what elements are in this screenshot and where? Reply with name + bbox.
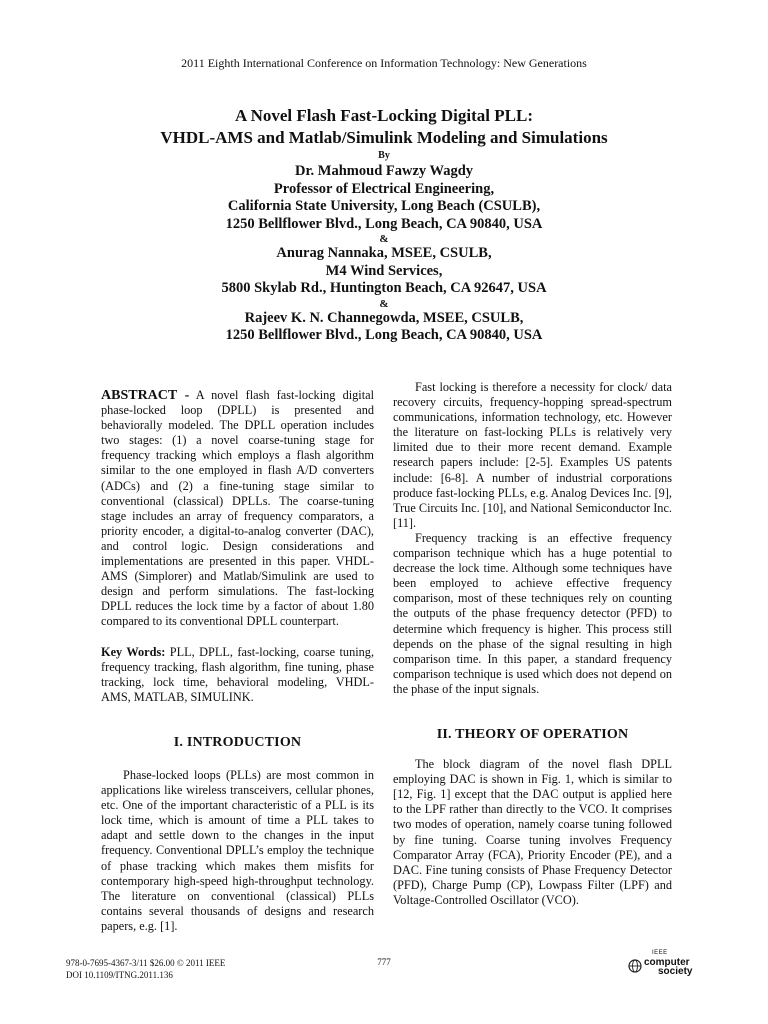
introduction-paragraph: Phase-locked loops (PLLs) are most common in applications like wireless transceivers, cellular phones, etc. One of the important characteristic of a PLL is its lock time, which is amount of time a PLL takes to adapt and settle down to the changes in the input frequency. Conventional DPLL’s employ the technique of phase tracking which makes them misfits for contemporary high-speed high-throughput technology. The literature on conventional (classical) PLLs contains several thousands of designs and research papers, e.g. [1].	[101, 767, 374, 933]
keywords-paragraph	[101, 645, 374, 705]
abstract-heading: ABSTRACT -	[101, 388, 190, 403]
footer-doi: DOI 10.1109/ITNG.2011.136	[66, 970, 173, 980]
author-1-title: Professor of Electrical Engineering,	[273, 180, 495, 197]
author-1-address: 1250 Bellflower Blvd., Long Beach, CA 90840, USA	[225, 215, 543, 232]
section-heading-theory: II. THEORY OF OPERATION	[436, 726, 629, 742]
author-separator-1: &	[379, 233, 389, 245]
keywords-text: PLL, DPLL, fast-locking, coarse tuning, frequency tracking, flash algorithm, fine tuning, phase tracking, lock time, behavioral modeling, VHDL-AMS, MATLAB, SIMULINK.	[101, 644, 375, 704]
conference-name: 2011 Eighth International Conference on Information Technology: New Generations	[181, 56, 587, 70]
logo-society-text: society	[658, 966, 693, 977]
logo-computer-text: computer	[644, 957, 690, 968]
author-separator-2: &	[379, 297, 389, 310]
section-heading-introduction: I. INTRODUCTION	[173, 734, 302, 750]
abstract-paragraph	[101, 388, 374, 630]
title-block	[0, 105, 768, 345]
left-column	[101, 388, 374, 934]
keywords-heading: Key Words:	[101, 644, 166, 659]
paper-title-line-1: A Novel Flash Fast-Locking Digital PLL:	[235, 106, 533, 125]
by-label: By	[378, 150, 390, 161]
right-paragraph-2: Frequency tracking is an effective frequency comparison technique which has a huge potential to decrease the lock time. Although some techniques have been employed to achieve effective frequency comparison, most of these techniques rely on counting the outputs of the phase frequency detector (PFD) to determine which frequency is higher. This process still depends on the phase of the signal resulting in high comparison time. In this paper, a standard frequency comparison technique is used which does not depend on the phase of the input signals.	[393, 530, 672, 696]
globe-icon	[628, 959, 642, 973]
ieee-computer-society-logo	[628, 950, 700, 978]
author-3-name: Rajeev K. N. Channegowda, MSEE, CSULB,	[244, 309, 524, 326]
paper-title-line-2: VHDL-AMS and Matlab/Simulink Modeling and Simulations	[160, 128, 608, 147]
page-number: 777	[377, 957, 391, 967]
right-column	[393, 380, 672, 908]
footer-isbn: 978-0-7695-4367-3/11 $26.00 © 2011 IEEE	[66, 958, 226, 968]
author-2-address: 5800 Skylab Rd., Huntington Beach, CA 92647, USA	[221, 280, 547, 296]
abstract-text: A novel flash fast-locking digital phase-locked loop (DPLL) is presented and behaviorally modeled. The DPLL operation includes two stages: (1) a novel coarse-tuning stage for frequency tracking which employs a flash algorithm similar to the one employed in flash A/D converters (ADCs) and (2) a fine-tuning stage similar to conventional (classical) DPLLs. The coarse-tuning stage includes an array of frequency comparators, a priority encoder, a digital-to-analog converter (DAC), and control logic. Design considerations and implementations are presented in this paper. VHDL-AMS (Simplorer) and Matlab/Simulink are used to design and perform simulations. The fast-locking DPLL reduces the lock time by a factor of about 1.80 compared to its conventional DPLL counterpart.	[101, 388, 374, 629]
author-2-name: Anurag Nannaka, MSEE, CSULB,	[276, 245, 492, 261]
author-1-name: Dr. Mahmoud Fawzy Wagdy	[294, 163, 474, 179]
author-1-affiliation: California State University, Long Beach (CSULB),	[227, 198, 541, 214]
author-2-affiliation: M4 Wind Services,	[325, 262, 443, 279]
logo-ieee-text: IEEE	[652, 950, 668, 956]
theory-paragraph: The block diagram of the novel flash DPLL employing DAC is shown in Fig. 1, which is similar to [12, Fig. 1] except that the DAC output is applied here to the LPF rather than directly to the VCO. It comprises two modes of operation, namely coarse tuning followed by fine tuning. Coarse tuning involves Frequency Comparator Array (FCA), Priority Encoder (PE), and a DAC. Fine tuning consists of Phase Frequency Detector (PFD), Charge Pump (CP), Lowpass Filter (LPF) and Voltage-Controlled Oscillator (VCO).	[393, 757, 672, 907]
right-paragraph-1: Fast locking is therefore a necessity for clock/ data recovery circuits, frequency-hopping spread-spectrum communications, information technology, etc. However the literature on fast-locking PLLs is relatively very limited due to their more recent demand. Example research papers include: [2-5]. Examples US patents include: [6-8]. A number of industrial corporations produce fast-locking PLLs, e.g. Analog Devices Inc. [9], True Circuits Inc. [10], and National Semiconductor Inc. [11].	[393, 380, 672, 530]
author-3-address: 1250 Bellflower Blvd., Long Beach, CA 90840, USA	[225, 327, 543, 343]
